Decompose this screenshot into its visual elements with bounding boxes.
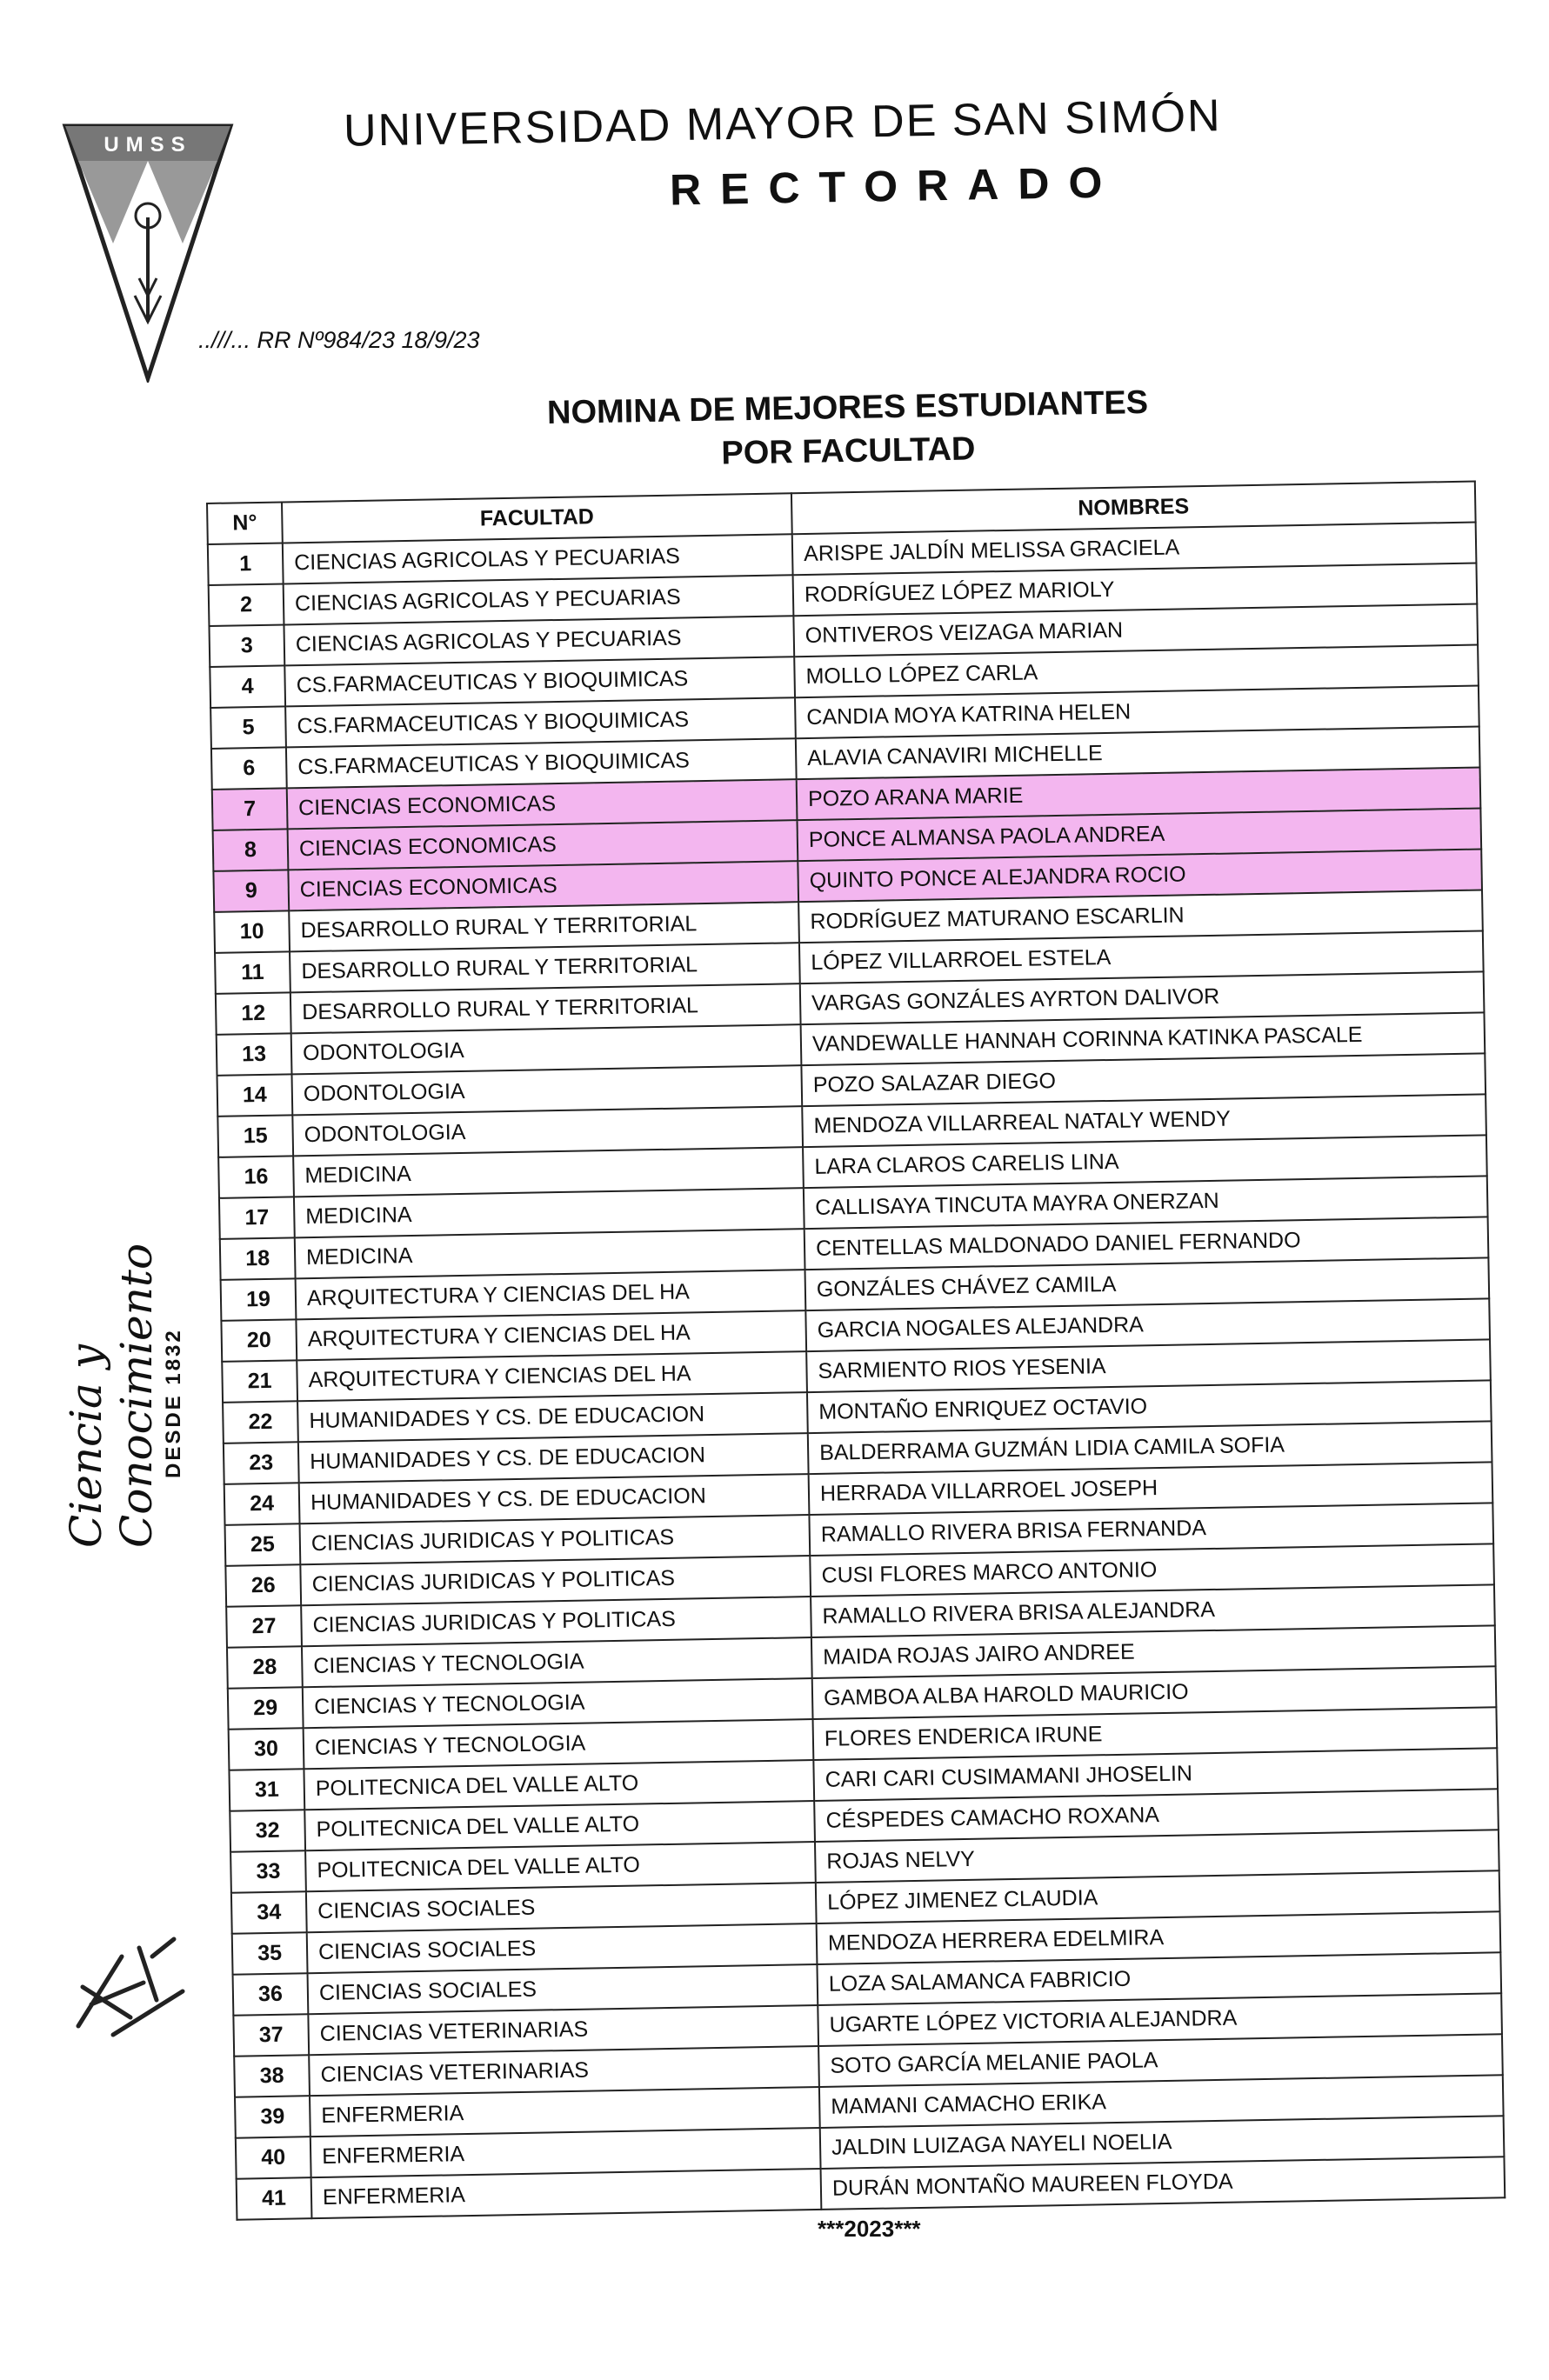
row-number: 17 [219, 1197, 295, 1238]
row-student-name: ARISPE JALDÍN MELISSA GRACIELA [792, 523, 1477, 576]
footer-year: ***2023*** [818, 2216, 921, 2242]
row-number: 12 [216, 992, 291, 1034]
row-faculty: DESARROLLO RURAL Y TERRITORIAL [290, 943, 800, 992]
row-student-name: DURÁN MONTAÑO MAUREEN FLOYDA [821, 2157, 1506, 2210]
row-student-name: LARA CLAROS CARELIS LINA [803, 1135, 1487, 1188]
row-faculty: CIENCIAS VETERINARIAS [308, 2005, 818, 2055]
row-number: 8 [213, 829, 289, 870]
row-faculty: POLITECNICA DEL VALLE ALTO [304, 1801, 815, 1850]
row-number: 15 [217, 1115, 293, 1157]
row-faculty: CIENCIAS JURIDICAS Y POLITICAS [300, 1515, 811, 1564]
row-student-name: SARMIENTO RIOS YESENIA [806, 1339, 1491, 1392]
row-student-name: JALDIN LUIZAGA NAYELI NOELIA [820, 2116, 1505, 2169]
row-student-name: POZO ARANA MARIE [797, 767, 1481, 820]
row-number: 9 [213, 870, 289, 911]
row-faculty: CIENCIAS AGRICOLAS Y PECUARIAS [284, 575, 794, 624]
row-number: 18 [220, 1237, 296, 1279]
row-number: 13 [217, 1033, 292, 1075]
row-faculty: CIENCIAS ECONOMICAS [287, 779, 798, 829]
row-faculty: CIENCIAS AGRICOLAS Y PECUARIAS [283, 534, 793, 583]
row-number: 10 [214, 910, 290, 952]
row-number: 19 [221, 1278, 297, 1320]
row-student-name: CÉSPEDES CAMACHO ROXANA [814, 1789, 1499, 1842]
header-no: N° [207, 502, 283, 543]
row-student-name: CUSI FLORES MARCO ANTONIO [810, 1543, 1494, 1597]
row-student-name: POZO SALAZAR DIEGO [801, 1053, 1486, 1106]
row-number: 37 [233, 2014, 309, 2056]
logo-text: UMSS [103, 133, 192, 157]
row-number: 24 [224, 1483, 300, 1524]
row-faculty: DESARROLLO RURAL Y TERRITORIAL [290, 983, 801, 1033]
row-faculty: CIENCIAS Y TECNOLOGIA [303, 1678, 813, 1728]
row-student-name: RAMALLO RIVERA BRISA FERNANDA [809, 1503, 1493, 1556]
signature-mark [61, 1922, 191, 2043]
row-faculty: ENFERMERIA [311, 2169, 822, 2218]
row-student-name: LÓPEZ VILLARROEL ESTELA [799, 930, 1484, 983]
row-faculty: ARQUITECTURA Y CIENCIAS DEL HA [297, 1351, 807, 1401]
office-title: RECTORADO [669, 157, 1122, 215]
row-student-name: HERRADA VILLARROEL JOSEPH [809, 1462, 1493, 1515]
row-faculty: HUMANIDADES Y CS. DE EDUCACION [299, 1474, 810, 1523]
row-student-name: LÓPEZ JIMENEZ CLAUDIA [816, 1870, 1500, 1923]
row-number: 29 [228, 1687, 304, 1729]
row-number: 4 [210, 665, 285, 707]
students-table [206, 481, 1506, 2221]
row-number: 33 [230, 1850, 306, 1892]
row-faculty: MEDICINA [294, 1188, 805, 1237]
row-faculty: CIENCIAS Y TECNOLOGIA [302, 1637, 812, 1687]
row-student-name: GAMBOA ALBA HAROLD MAURICIO [812, 1666, 1497, 1719]
row-number: 25 [225, 1523, 301, 1565]
row-student-name: VARGAS GONZÁLES AYRTON DALIVOR [800, 971, 1485, 1024]
row-faculty: POLITECNICA DEL VALLE ALTO [304, 1760, 814, 1810]
row-number: 23 [224, 1442, 299, 1483]
row-number: 36 [233, 1973, 309, 2015]
row-student-name: CARI CARI CUSIMAMANI JHOSELIN [813, 1748, 1498, 1801]
row-number: 31 [229, 1769, 304, 1810]
row-faculty: CIENCIAS ECONOMICAS [288, 820, 798, 870]
row-faculty: CIENCIAS SOCIALES [308, 1964, 818, 2014]
header-faculty: FACULTAD [282, 493, 792, 543]
row-student-name: MAMANI CAMACHO ERIKA [819, 2075, 1504, 2128]
row-student-name: ONTIVEROS VEIZAGA MARIAN [793, 604, 1478, 657]
title-line-2: POR FACULTAD [721, 430, 976, 472]
row-student-name: RAMALLO RIVERA BRISA ALEJANDRA [811, 1584, 1495, 1637]
row-student-name: ALAVIA CANAVIRI MICHELLE [796, 726, 1480, 779]
row-student-name: RODRÍGUEZ MATURANO ESCARLIN [798, 890, 1483, 943]
row-student-name: PONCE ALMANSA PAOLA ANDREA [797, 808, 1481, 861]
row-student-name: MOLLO LÓPEZ CARLA [794, 645, 1479, 698]
row-faculty: ARQUITECTURA Y CIENCIAS DEL HA [296, 1270, 806, 1319]
row-number: 14 [217, 1074, 293, 1116]
row-faculty: ENFERMERIA [310, 2087, 820, 2137]
row-number: 21 [222, 1360, 297, 1402]
row-faculty: MEDICINA [293, 1147, 804, 1197]
title-line-1: NOMINA DE MEJORES ESTUDIANTES [546, 383, 1149, 432]
row-student-name: ROJAS NELVY [815, 1830, 1499, 1883]
row-student-name: CALLISAYA TINCUTA MAYRA ONERZAN [804, 1176, 1488, 1229]
row-number: 28 [227, 1646, 303, 1688]
row-number: 39 [235, 2096, 310, 2137]
row-number: 27 [226, 1605, 302, 1647]
row-number: 20 [221, 1319, 297, 1361]
row-faculty: CIENCIAS SOCIALES [307, 1923, 818, 1973]
row-student-name: GARCIA NOGALES ALEJANDRA [805, 1298, 1490, 1351]
row-student-name: GONZÁLES CHÁVEZ CAMILA [805, 1257, 1489, 1310]
row-faculty: DESARROLLO RURAL Y TERRITORIAL [289, 902, 799, 951]
row-faculty: CIENCIAS SOCIALES [306, 1883, 817, 1932]
row-student-name: FLORES ENDERICA IRUNE [813, 1707, 1498, 1760]
row-student-name: VANDEWALLE HANNAH CORINNA KATINKA PASCALE [801, 1012, 1486, 1065]
row-student-name: MONTAÑO ENRIQUEZ OCTAVIO [807, 1380, 1492, 1433]
row-number: 38 [234, 2055, 310, 2097]
row-number: 7 [212, 788, 288, 830]
side-motto [61, 1061, 185, 1548]
row-student-name: BALDERRAMA GUZMÁN LIDIA CAMILA SOFIA [808, 1421, 1492, 1474]
row-number: 32 [230, 1810, 305, 1851]
row-number: 30 [229, 1728, 304, 1770]
row-faculty: CS.FARMACEUTICAS Y BIOQUIMICAS [284, 657, 795, 706]
row-faculty: CIENCIAS VETERINARIAS [309, 2046, 819, 2096]
row-faculty: ODONTOLOGIA [291, 1065, 802, 1115]
row-faculty: CS.FARMACEUTICAS Y BIOQUIMICAS [286, 738, 797, 788]
row-faculty: ENFERMERIA [310, 2128, 821, 2177]
university-name: UNIVERSIDAD MAYOR DE SAN SIMÓN [343, 90, 1223, 157]
row-student-name: MAIDA ROJAS JAIRO ANDREE [811, 1625, 1496, 1678]
resolution-reference: ..///... RR Nº984/23 18/9/23 [198, 327, 480, 353]
row-faculty: MEDICINA [295, 1229, 805, 1278]
motto-since: DESDE 1832 [162, 1328, 185, 1478]
row-student-name: UGARTE LÓPEZ VICTORIA ALEJANDRA [818, 1993, 1502, 2046]
row-faculty: POLITECNICA DEL VALLE ALTO [305, 1842, 816, 1891]
row-student-name: LOZA SALAMANCA FABRICIO [817, 1952, 1501, 2005]
document-title [521, 380, 1175, 478]
row-number: 40 [236, 2137, 311, 2178]
row-number: 22 [223, 1401, 298, 1443]
row-faculty: CIENCIAS ECONOMICAS [288, 861, 798, 910]
row-number: 5 [210, 706, 286, 748]
row-student-name: QUINTO PONCE ALEJANDRA ROCIO [798, 849, 1482, 902]
row-faculty: ODONTOLOGIA [292, 1106, 803, 1156]
row-faculty: CIENCIAS JURIDICAS Y POLITICAS [301, 1597, 811, 1646]
row-faculty: CS.FARMACEUTICAS Y BIOQUIMICAS [285, 697, 796, 747]
row-number: 1 [208, 543, 284, 584]
row-number: 26 [225, 1564, 301, 1606]
row-faculty: CIENCIAS JURIDICAS Y POLITICAS [300, 1556, 811, 1605]
row-student-name: RODRÍGUEZ LÓPEZ MARIOLY [793, 563, 1478, 617]
row-student-name: SOTO GARCÍA MELANIE PAOLA [818, 2034, 1503, 2087]
row-number: 16 [218, 1156, 294, 1197]
row-faculty: HUMANIDADES Y CS. DE EDUCACION [297, 1392, 808, 1442]
row-student-name: MENDOZA HERRERA EDELMIRA [817, 1911, 1501, 1964]
row-number: 3 [209, 624, 284, 666]
row-number: 6 [211, 747, 287, 789]
header-names: NOMBRES [791, 482, 1476, 535]
row-number: 11 [215, 951, 290, 993]
row-number: 35 [232, 1932, 308, 1974]
row-faculty: ODONTOLOGIA [291, 1024, 802, 1074]
motto-script: Ciencia y Conocimiento [61, 1243, 162, 1548]
row-number: 41 [237, 2177, 312, 2219]
row-number: 34 [231, 1891, 307, 1933]
row-student-name: CENTELLAS MALDONADO DANIEL FERNANDO [805, 1217, 1489, 1270]
row-student-name: MENDOZA VILLARREAL NATALY WENDY [802, 1094, 1486, 1147]
row-faculty: ARQUITECTURA Y CIENCIAS DEL HA [296, 1310, 806, 1360]
row-faculty: CIENCIAS Y TECNOLOGIA [304, 1719, 814, 1769]
row-student-name: CANDIA MOYA KATRINA HELEN [795, 686, 1479, 739]
row-number: 2 [209, 583, 284, 625]
row-faculty: CIENCIAS AGRICOLAS Y PECUARIAS [284, 616, 794, 665]
row-faculty: HUMANIDADES Y CS. DE EDUCACION [298, 1433, 809, 1483]
